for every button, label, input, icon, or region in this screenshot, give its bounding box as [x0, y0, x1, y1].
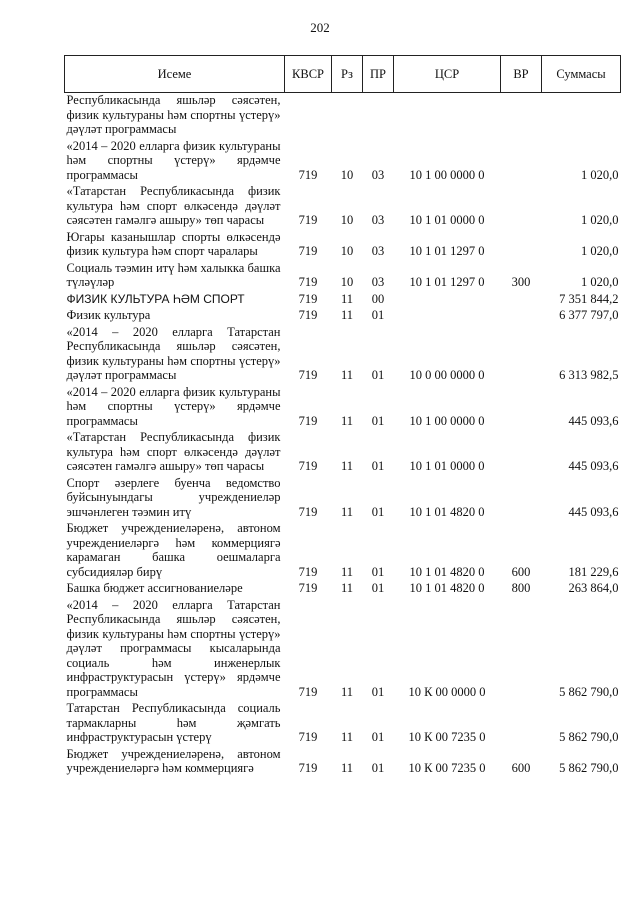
cell-pr: [363, 93, 394, 139]
cell-csr: [394, 93, 501, 139]
cell-sum: 181 229,6: [568, 564, 619, 579]
cell-kvsr: 719: [298, 413, 318, 428]
cell-pr: 03: [371, 167, 385, 182]
cell-name: Социаль тәэмин итү һәм халыкка башка түләүләр: [66, 260, 281, 289]
cell-kvsr: 719: [298, 684, 318, 699]
cell-rz: 10: [340, 213, 354, 227]
cell-rz: 11: [340, 730, 354, 744]
cell-kvsr: 719: [298, 459, 318, 473]
cell-pr: 03: [371, 213, 385, 227]
table-row: [65, 430, 621, 476]
table-row: [65, 701, 621, 747]
cell-rz: 10: [340, 167, 354, 182]
cell-name: Башка бюджет ассигнованиеләре: [66, 581, 243, 595]
cell-csr: 10 1 01 4820 0: [409, 581, 485, 595]
cell-rz: 11: [340, 459, 354, 473]
cell-vr: [501, 230, 542, 261]
cell-rz: 11: [340, 581, 354, 595]
table-body: [65, 93, 621, 778]
cell-kvsr: 719: [298, 564, 318, 579]
cell-pr: 01: [371, 564, 385, 579]
cell-sum: 5 862 790,0: [559, 684, 619, 699]
cell-vr: [501, 385, 542, 431]
cell-sum: 1 020,0: [581, 167, 619, 182]
cell-rz: 11: [340, 291, 354, 306]
table-row: [65, 325, 621, 385]
cell-pr: 03: [371, 244, 385, 258]
cell-kvsr: [285, 93, 332, 139]
cell-rz: 11: [340, 761, 354, 775]
cell-kvsr: 719: [298, 368, 318, 382]
cell-vr: [501, 430, 542, 476]
table-row: [65, 581, 621, 598]
table-row: [65, 230, 621, 261]
cell-csr: 10 1 01 1297 0: [409, 275, 485, 289]
cell-vr: [501, 292, 542, 309]
cell-kvsr: 719: [298, 308, 318, 322]
cell-sum: 1 020,0: [581, 213, 619, 227]
cell-csr: [394, 308, 501, 325]
header-sum: Суммасы: [542, 56, 621, 93]
cell-name: «Татарстан Республикасында физик культура һәм спорт өлкәсендә дәүләт сәясәтен гамәлгә ашыру» төп чарасы: [66, 184, 281, 227]
header-name: Исеме: [65, 56, 285, 93]
cell-name: Бюджет учреждениеләренә, автоном учреждениеләргә һәм коммерциягә карамаган башка оешмаларга субсидияләр бирү: [66, 521, 281, 579]
cell-kvsr: 719: [298, 244, 318, 258]
cell-kvsr: 719: [298, 504, 318, 519]
header-csr: ЦСР: [394, 56, 501, 93]
cell-pr: 01: [371, 308, 385, 322]
header-pr: ПР: [363, 56, 394, 93]
page-number: 202: [310, 20, 330, 35]
cell-csr: [394, 292, 501, 309]
cell-kvsr: 719: [298, 730, 318, 744]
cell-name: Республикасында яшьләр сәясәтен, физик культураны һәм спортны үстерү» дәүләт программасы: [66, 93, 281, 136]
table-row: [65, 476, 621, 522]
cell-csr: 10 1 00 0000 0: [409, 413, 485, 428]
cell-csr: 10 К 00 0000 0: [408, 684, 486, 699]
table-row: [65, 521, 621, 581]
cell-sum: 6 313 982,5: [559, 368, 619, 382]
cell-csr: 10 1 01 1297 0: [409, 244, 485, 258]
cell-rz: 11: [340, 564, 354, 579]
table-header: [65, 56, 621, 93]
cell-sum: 263 864,0: [568, 581, 619, 595]
cell-kvsr: 719: [298, 213, 318, 227]
cell-pr: 01: [371, 368, 385, 382]
cell-name: Спорт әзерлеге буенча ведомство буйсынуындагы учреждениеләр эшчәнлеген тәэмин итү: [66, 475, 281, 519]
cell-name: ФИЗИК КУЛЬТУРА ҺӘМ СПОРТ: [66, 291, 245, 306]
cell-name: «2014 – 2020 елларга физик культураны һәм спортны үстерү» ярдәмче программасы: [66, 138, 281, 182]
table-row: [65, 261, 621, 292]
cell-rz: 11: [340, 413, 354, 428]
cell-csr: 10 0 00 0000 0: [409, 368, 485, 382]
cell-name: «2014 – 2020 елларга Татарстан Республикасында яшьләр сәясәтен, физик культураны һәм спортны үстерү» дәүләт программасы кысаларында социаль һәм инженерлык инфраструктурасын үстерү» ярдәмче программасы: [66, 597, 281, 699]
cell-rz: [332, 93, 363, 139]
table-row: [65, 184, 621, 230]
cell-vr: [501, 184, 542, 230]
cell-rz: 10: [340, 275, 354, 289]
cell-pr: 01: [371, 504, 385, 519]
cell-name: Физик культура: [66, 308, 151, 322]
cell-kvsr: 719: [298, 167, 318, 182]
table-row: [65, 598, 621, 702]
cell-vr: 300: [511, 275, 531, 289]
cell-pr: 01: [371, 684, 385, 699]
table-row: [65, 93, 621, 139]
cell-vr: [501, 93, 542, 139]
cell-csr: 10 К 00 7235 0: [408, 761, 486, 775]
cell-kvsr: 719: [298, 275, 318, 289]
cell-vr: 600: [511, 564, 531, 579]
cell-sum: 1 020,0: [581, 244, 619, 258]
cell-vr: 600: [511, 761, 531, 775]
cell-csr: 10 1 01 0000 0: [409, 459, 485, 473]
cell-vr: 800: [511, 581, 531, 595]
cell-sum: 6 377 797,0: [559, 308, 619, 322]
cell-vr: [501, 701, 542, 747]
cell-pr: 01: [371, 730, 385, 744]
cell-vr: [501, 476, 542, 522]
cell-pr: 00: [371, 291, 385, 306]
cell-kvsr: 719: [298, 291, 318, 306]
table-row: [65, 385, 621, 431]
cell-sum: 1 020,0: [581, 275, 619, 289]
cell-sum: 445 093,6: [568, 504, 619, 519]
cell-pr: 01: [371, 459, 385, 473]
cell-rz: 11: [340, 308, 354, 322]
cell-rz: 10: [340, 244, 354, 258]
cell-csr: 10 1 01 0000 0: [409, 213, 485, 227]
table-row: [65, 308, 621, 325]
table-row: [65, 747, 621, 778]
cell-name: Югары казанышлар спорты өлкәсендә физик культура һәм спорт чаралары: [66, 229, 281, 258]
cell-kvsr: 719: [298, 581, 318, 595]
header-vr: ВР: [501, 56, 542, 93]
cell-vr: [501, 308, 542, 325]
cell-vr: [501, 139, 542, 185]
cell-vr: [501, 598, 542, 702]
cell-pr: 01: [371, 581, 385, 595]
cell-vr: [501, 325, 542, 385]
cell-name: «2014 – 2020 елларга Татарстан Республикасында яшьләр сәясәтен, физик культураны һәм спортны үстерү» дәүләт программасы: [66, 324, 281, 382]
cell-rz: 11: [340, 504, 354, 519]
cell-pr: 01: [371, 413, 385, 428]
cell-sum: [542, 93, 621, 139]
cell-sum: 5 862 790,0: [559, 761, 619, 775]
cell-rz: 11: [340, 368, 354, 382]
cell-csr: 10 К 00 7235 0: [408, 730, 486, 744]
cell-csr: 10 1 00 0000 0: [409, 167, 485, 182]
budget-table: [64, 55, 621, 778]
cell-pr: 03: [371, 275, 385, 289]
table-row: [65, 139, 621, 185]
cell-sum: 7 351 844,2: [559, 291, 619, 306]
cell-pr: 01: [371, 761, 385, 775]
table-row: [65, 292, 621, 309]
cell-kvsr: 719: [298, 761, 318, 775]
cell-name: Бюджет учреждениеләренә, автоном учреждениеләргә һәм коммерциягә: [66, 746, 281, 775]
cell-csr: 10 1 01 4820 0: [409, 504, 485, 519]
cell-rz: 11: [340, 684, 354, 699]
cell-sum: 5 862 790,0: [559, 730, 619, 744]
header-rz: Рз: [332, 56, 363, 93]
cell-name: «2014 – 2020 елларга физик культураны һәм спортны үстерү» ярдәмче программасы: [66, 384, 281, 428]
cell-csr: 10 1 01 4820 0: [409, 564, 485, 579]
cell-sum: 445 093,6: [568, 413, 619, 428]
header-kvsr: КВСР: [285, 56, 332, 93]
cell-name: Татарстан Республикасында социаль тармакларны һәм җәмгать инфраструктурасын үстерү: [66, 701, 281, 744]
cell-sum: 445 093,6: [568, 459, 619, 473]
cell-name: «Татарстан Республикасында физик культура һәм спорт өлкәсендә дәүләт сәясәтен гамәлгә ашыру» төп чарасы: [66, 430, 281, 473]
